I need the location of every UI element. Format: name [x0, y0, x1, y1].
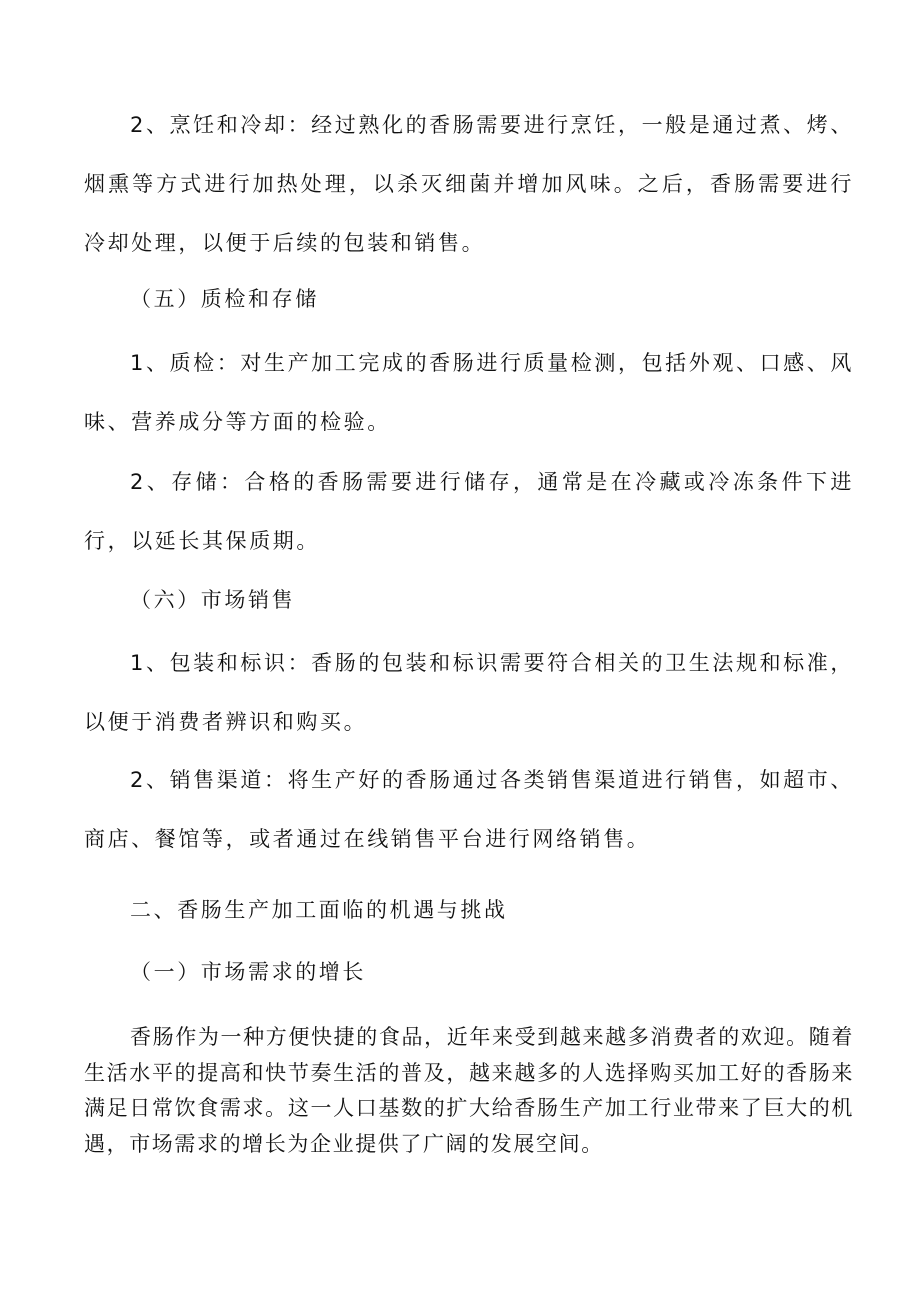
section-heading-quality-storage: （五）质检和存储: [130, 287, 319, 311]
subsection-heading-market-demand: （一）市场需求的增长: [130, 960, 366, 984]
paragraph-packaging-labeling: 1、包装和标识：香肠的包装和标识需要符合相关的卫生法规和标准，以便于消费者辨识和购买。: [84, 651, 854, 734]
paragraph-sales-channels: 2、销售渠道：将生产好的香肠通过各类销售渠道进行销售，如超市、商店、餐馆等，或者通过在线销售平台进行网络销售。: [84, 768, 854, 851]
chapter-heading-opportunities-challenges: 二、香肠生产加工面临的机遇与挑战: [130, 898, 508, 922]
paragraph-quality-check: 1、质检：对生产加工完成的香肠进行质量检测，包括外观、口感、风味、营养成分等方面的检验。: [84, 351, 854, 434]
paragraph-market-demand: 香肠作为一种方便快捷的食品，近年来受到越来越多消费者的欢迎。随着生活水平的提高和快节奏生活的普及，越来越多的人选择购买加工好的香肠来满足日常饮食需求。这一人口基数的扩大给香肠生产加工行业带来了巨大的机遇，市场需求的增长为企业提供了广阔的发展空间。: [84, 1025, 854, 1156]
section-heading-market-sales: （六）市场销售: [130, 588, 296, 612]
paragraph-storage: 2、存储：合格的香肠需要进行储存，通常是在冷藏或冷冻条件下进行，以延长其保质期。: [84, 470, 854, 553]
paragraph-cooking-cooling: 2、烹饪和冷却：经过熟化的香肠需要进行烹饪，一般是通过煮、烤、烟熏等方式进行加热处理，以杀灭细菌并增加风味。之后，香肠需要进行冷却处理，以便于后续的包装和销售。: [84, 113, 854, 255]
